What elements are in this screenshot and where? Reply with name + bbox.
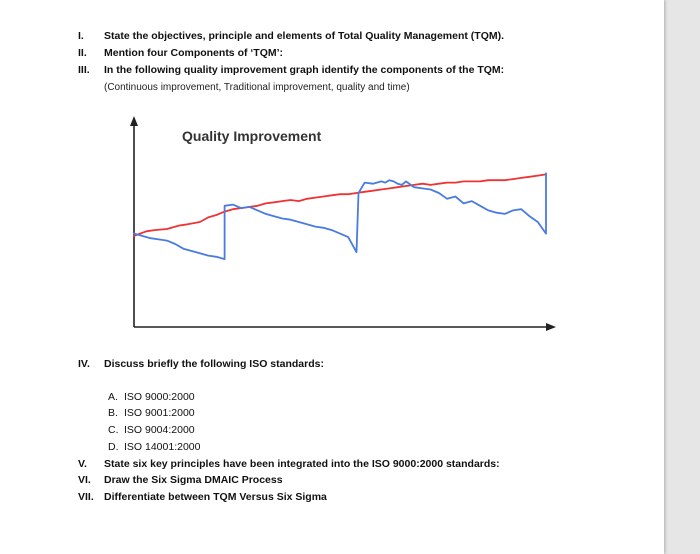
question-text: Mention four Components of ‘TQM’:	[104, 47, 284, 59]
option-text: ISO 14001:2000	[124, 441, 201, 453]
question-1	[78, 30, 504, 43]
question-2	[78, 47, 283, 60]
chart-series	[134, 173, 546, 259]
question-4	[78, 358, 324, 371]
option-letter: D.	[108, 441, 119, 453]
question-number: IV.	[78, 358, 90, 370]
question-text: Differentiate between TQM Versus Six Sigma	[104, 491, 327, 503]
option-letter: C.	[108, 424, 119, 436]
question-number: V.	[78, 458, 87, 470]
option-letter: A.	[108, 391, 118, 403]
question-6	[78, 474, 283, 487]
question-number: I.	[78, 30, 84, 42]
series-line-2	[134, 173, 546, 259]
iso-option-b	[108, 407, 195, 420]
iso-option-a	[108, 391, 195, 404]
question-3-note: (Continuous improvement, Traditional improvement, quality and time)	[104, 82, 410, 93]
question-text: State the objectives, principle and elements of Total Quality Management (TQM).	[104, 30, 505, 42]
option-text: ISO 9004:2000	[124, 424, 195, 436]
option-text: ISO 9001:2000	[124, 407, 195, 419]
question-number: III.	[78, 64, 90, 76]
chart-title: Quality Improvement	[182, 128, 322, 144]
quality-improvement-chart	[120, 112, 560, 342]
question-3	[78, 64, 504, 77]
question-text: In the following quality improvement graph identify the components of the TQM:	[104, 64, 505, 76]
question-text: Discuss briefly the following ISO standards:	[104, 358, 324, 370]
question-text: Draw the Six Sigma DMAIC Process	[104, 474, 283, 486]
y-axis-arrow	[130, 116, 138, 126]
x-axis-arrow	[546, 323, 556, 331]
question-text: State six key principles have been integrated into the ISO 9000:2000 standards:	[104, 458, 500, 470]
series-line-1	[134, 174, 546, 236]
question-5	[78, 458, 500, 471]
question-number: II.	[78, 47, 87, 59]
question-number: VI.	[78, 474, 91, 486]
question-number: VII.	[78, 491, 94, 503]
option-text: ISO 9000:2000	[124, 391, 195, 403]
iso-option-c	[108, 424, 195, 437]
question-7	[78, 491, 327, 504]
option-letter: B.	[108, 407, 118, 419]
iso-option-d	[108, 441, 200, 454]
